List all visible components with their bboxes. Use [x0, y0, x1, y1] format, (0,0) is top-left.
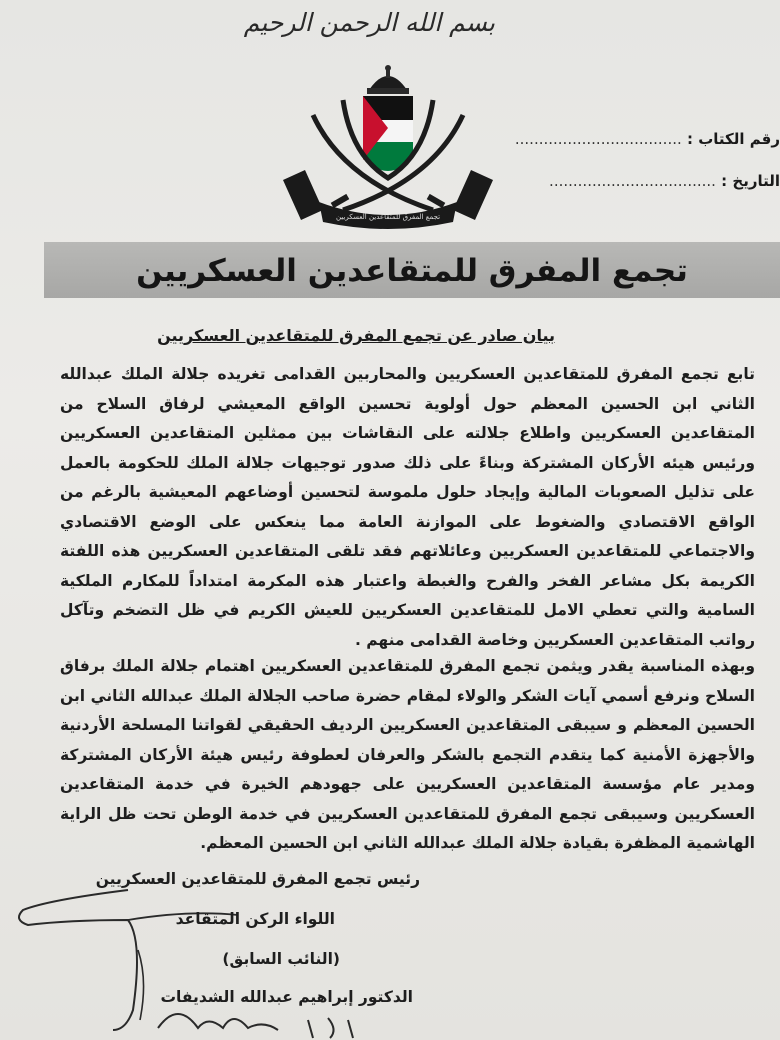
basmala-calligraphy: بسم الله الرحمن الرحيم [243, 8, 495, 37]
date-row [549, 172, 780, 190]
letter-number-row [515, 130, 780, 148]
signatory-rank: اللواء الركن المتقاعد [175, 910, 335, 928]
body-paragraph-1: تابع تجمع المفرق للمتقاعدين العسكريين والمحاربين القدامى تغريده جلالة الملك عبدالله الثاني ابن الحسين المعظم حول أولوية تحسين الواقع المعيشي لرفاق السلاح من المتقاعدين العسكريين واطلاع جلالته على النقاشات بين ممثلين المتقاعدين العسكريين ورئيس هيئه الأركان المشتركة وبناءً على ذلك صدور توجيهات جلالة الملك للحكومة بالعمل على تذليل الصعوبات المالية وإيجاد حلول ملموسة لتحسين أوضاعهم المعيشية بالرغم من الواقع الاقتصادي والضغوط على الموازنة العامة مما ينعكس على الوضع الاقتصادي والاجتماعي للمتقاعدين العسكريين وعائلاتهم فقد تلقى المتقاعدين العسكريين هذه اللفتة الكريمة بكل مشاعر الفخر والفرح والغبطة واعتبار هذه المكرمة امتداداً للمكارم الملكية السامية والتي تعطي الامل للمتقاعدين العسكريين للعيش الكريم في ظل التضخم وتآكل رواتب المتقاعدين العسكريين وخاصة القدامى منهم . [60, 365, 755, 649]
jordan-flag-shield-icon [343, 96, 433, 178]
signatory-position: رئيس تجمع المفرق للمتقاعدين العسكريين [95, 870, 420, 888]
date-blank: ................................... [549, 172, 716, 190]
letter-number-blank: ................................... [514, 130, 682, 148]
statement-subject: بيان صادر عن تجمع المفرق للمتقاعدين العسكريين [157, 326, 555, 345]
organization-emblem [283, 60, 493, 230]
signatory-name: الدكتور إبراهيم عبدالله الشديفات [160, 988, 413, 1006]
crown-icon [367, 65, 409, 94]
date-label: التاريخ : [721, 172, 780, 190]
emblem-caption: تجمع المفرق للمتقاعدين العسكريين [335, 213, 441, 221]
body-paragraph-2: وبهذه المناسبة يقدر ويثمن تجمع المفرق للمتقاعدين العسكريين اهتمام جلالة الملك برفاق السلاح ونرفع أسمي آيات الشكر والولاء لمقام حضرة صاحب الجلالة الملك عبدالله الثاني ابن الحسين المعظم و سيبقى المتقاعدين العسكريين الرديف الحقيقي لقواتنا المسلحة الأردنية والأجهزة الأمنية كما يتقدم التجمع بالشكر والعرفان لعطوفة رئيس هيئة الأركان المشتركة ومدير عام مؤسسة المتقاعدين العسكريين على جهودهم الخيرة في خدمة المتقاعدين العسكريين وسيبقى تجمع المفرق للمتقاعدين العسكريين في خدمة الوطن تحت ظل الراية الهاشمية المظفرة بقيادة جلالة الملك عبدالله الثاني ابن الحسين المعظم. [60, 657, 755, 852]
organization-title: تجمع المفرق للمتقاعدين العسكريين [136, 253, 688, 289]
signatory-former-title: (النائب السابق) [222, 950, 340, 968]
letter-number-label: رقم الكتاب : [687, 130, 780, 148]
